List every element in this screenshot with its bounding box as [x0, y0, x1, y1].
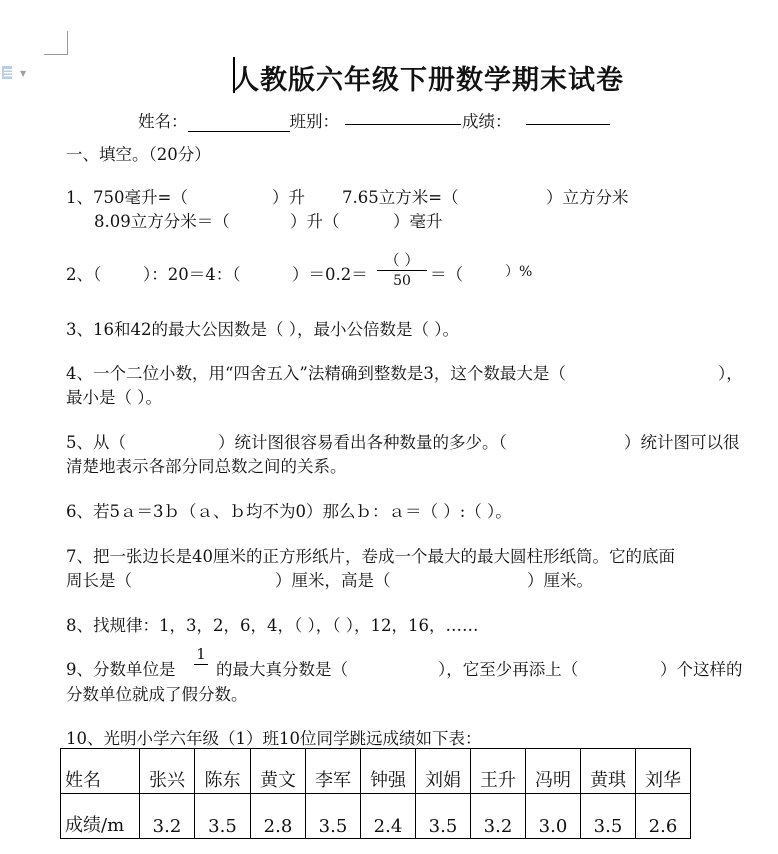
q2-part-a: 2、（ [66, 265, 102, 284]
q1-line2-a: 8.09立方分米＝（ [94, 212, 230, 231]
q9-part-b: 的最大真分数是（ [216, 660, 348, 679]
q1-part-a: 1、750毫升=（ [66, 188, 188, 207]
table-cell-score: 2.8 [251, 794, 306, 839]
table-cell-score: 3.5 [195, 794, 251, 839]
table-cell-score: 3.2 [471, 794, 526, 839]
q4-line2: 最小是（ ）。 [66, 388, 162, 407]
q9-fraction-numerator: 1 [194, 644, 208, 665]
q1-line2-c: ）毫升 [393, 212, 443, 231]
q9-part-c: ），它至少再添上（ [438, 660, 579, 679]
q4-line1-end: ）， [718, 364, 743, 383]
q5-line2: 清楚地表示各部分同总数之间的关系。 [66, 457, 347, 476]
q9-part-a: 9、分数单位是 [66, 660, 176, 679]
q9-part-d: ）个这样的 [660, 660, 743, 679]
table-row-scores [61, 794, 691, 839]
q2-part-c: ）＝0.2＝ [292, 265, 368, 284]
q5-part-c: ）统计图可以很 [624, 433, 740, 452]
table-cell-name: 钟强 [361, 749, 416, 794]
table-cell-name: 李军 [306, 749, 361, 794]
table-cell-name: 黄文 [251, 749, 306, 794]
q2-fraction [377, 250, 427, 291]
q2-part-b: ）：20＝4：（ [143, 265, 241, 284]
q1-part-c: 7.65立方米=（ [342, 188, 459, 207]
q9-fraction [194, 644, 208, 666]
paste-options-icon[interactable] [2, 66, 14, 80]
table-cell-score: 3.5 [306, 794, 361, 839]
q5-part-b: ）统计图很容易看出各种数量的多少。（ [218, 433, 507, 452]
q7-line2-c: ）厘米。 [527, 571, 593, 590]
table-cell-name: 陈东 [195, 749, 251, 794]
name-blank[interactable] [188, 115, 290, 132]
row-header-score: 成绩/m [61, 794, 140, 839]
q8-text: 8、找规律：1，3，2，6，4，（ ），（ ），12，16，…… [66, 616, 479, 635]
q2-fraction-numerator: （ ） [377, 250, 427, 271]
score-label: 成绩： [462, 112, 512, 131]
q10-text: 10、光明小学六年级（1）班10位同学跳远成绩如下表： [66, 729, 482, 748]
q7-line2-a: 周长是（ [66, 571, 132, 590]
q6-text: 6、若5ａ＝3ｂ（ａ、ｂ均不为0）那么ｂ：ａ＝（ ）:（ ）。 [66, 502, 512, 521]
score-blank[interactable] [526, 124, 610, 125]
q4-line1: 4、一个二位小数，用“四舍五入”法精确到整数是3，这个数最大是（ [66, 364, 566, 383]
table-cell-score: 2.4 [361, 794, 416, 839]
q1-part-d: ）立方分米 [546, 188, 629, 207]
table-cell-name: 刘华 [636, 749, 691, 794]
page-margin-corner-mark [44, 31, 68, 55]
table-cell-name: 黄琪 [581, 749, 636, 794]
paste-options-dropdown-icon[interactable]: ▼ [20, 69, 27, 78]
document-title: 人教版六年级下册数学期末试卷 [232, 65, 624, 96]
table-cell-name: 刘娟 [416, 749, 471, 794]
q2-fraction-denominator: 50 [393, 273, 411, 289]
table-cell-name: 王升 [471, 749, 526, 794]
q9-line2: 分数单位就成了假分数。 [66, 685, 248, 704]
name-label: 姓名： [138, 112, 188, 131]
long-jump-scores-table [60, 748, 691, 839]
table-cell-score: 2.6 [636, 794, 691, 839]
q7-line1: 7、把一张边长是40厘米的正方形纸片，卷成一个最大的最大圆柱形纸筒。它的底面 [66, 547, 675, 566]
table-cell-score: 3.2 [140, 794, 195, 839]
table-cell-score: 3.5 [416, 794, 471, 839]
row-header-name: 姓名 [61, 749, 140, 794]
table-cell-score: 3.0 [526, 794, 581, 839]
class-blank[interactable] [345, 124, 461, 125]
q1-line2-b: ）升（ [290, 212, 340, 231]
section-heading: 一、填空。（20分） [66, 145, 211, 164]
q7-line2-b: ）厘米，高是（ [275, 571, 391, 590]
q3-text: 3、16和42的最大公因数是（ ），最小公倍数是（ ）。 [66, 320, 459, 339]
class-label: 班别： [289, 112, 339, 131]
table-cell-name: 冯明 [526, 749, 581, 794]
q5-part-a: 5、从（ [66, 433, 126, 452]
name-field [138, 108, 339, 132]
table-cell-name: 张兴 [140, 749, 195, 794]
q2-part-e: ）% [505, 264, 533, 280]
q1-part-b: ）升 [272, 188, 305, 207]
table-row-names [61, 749, 691, 794]
table-cell-score: 3.5 [581, 794, 636, 839]
q2-part-d: ＝（ [430, 265, 463, 284]
